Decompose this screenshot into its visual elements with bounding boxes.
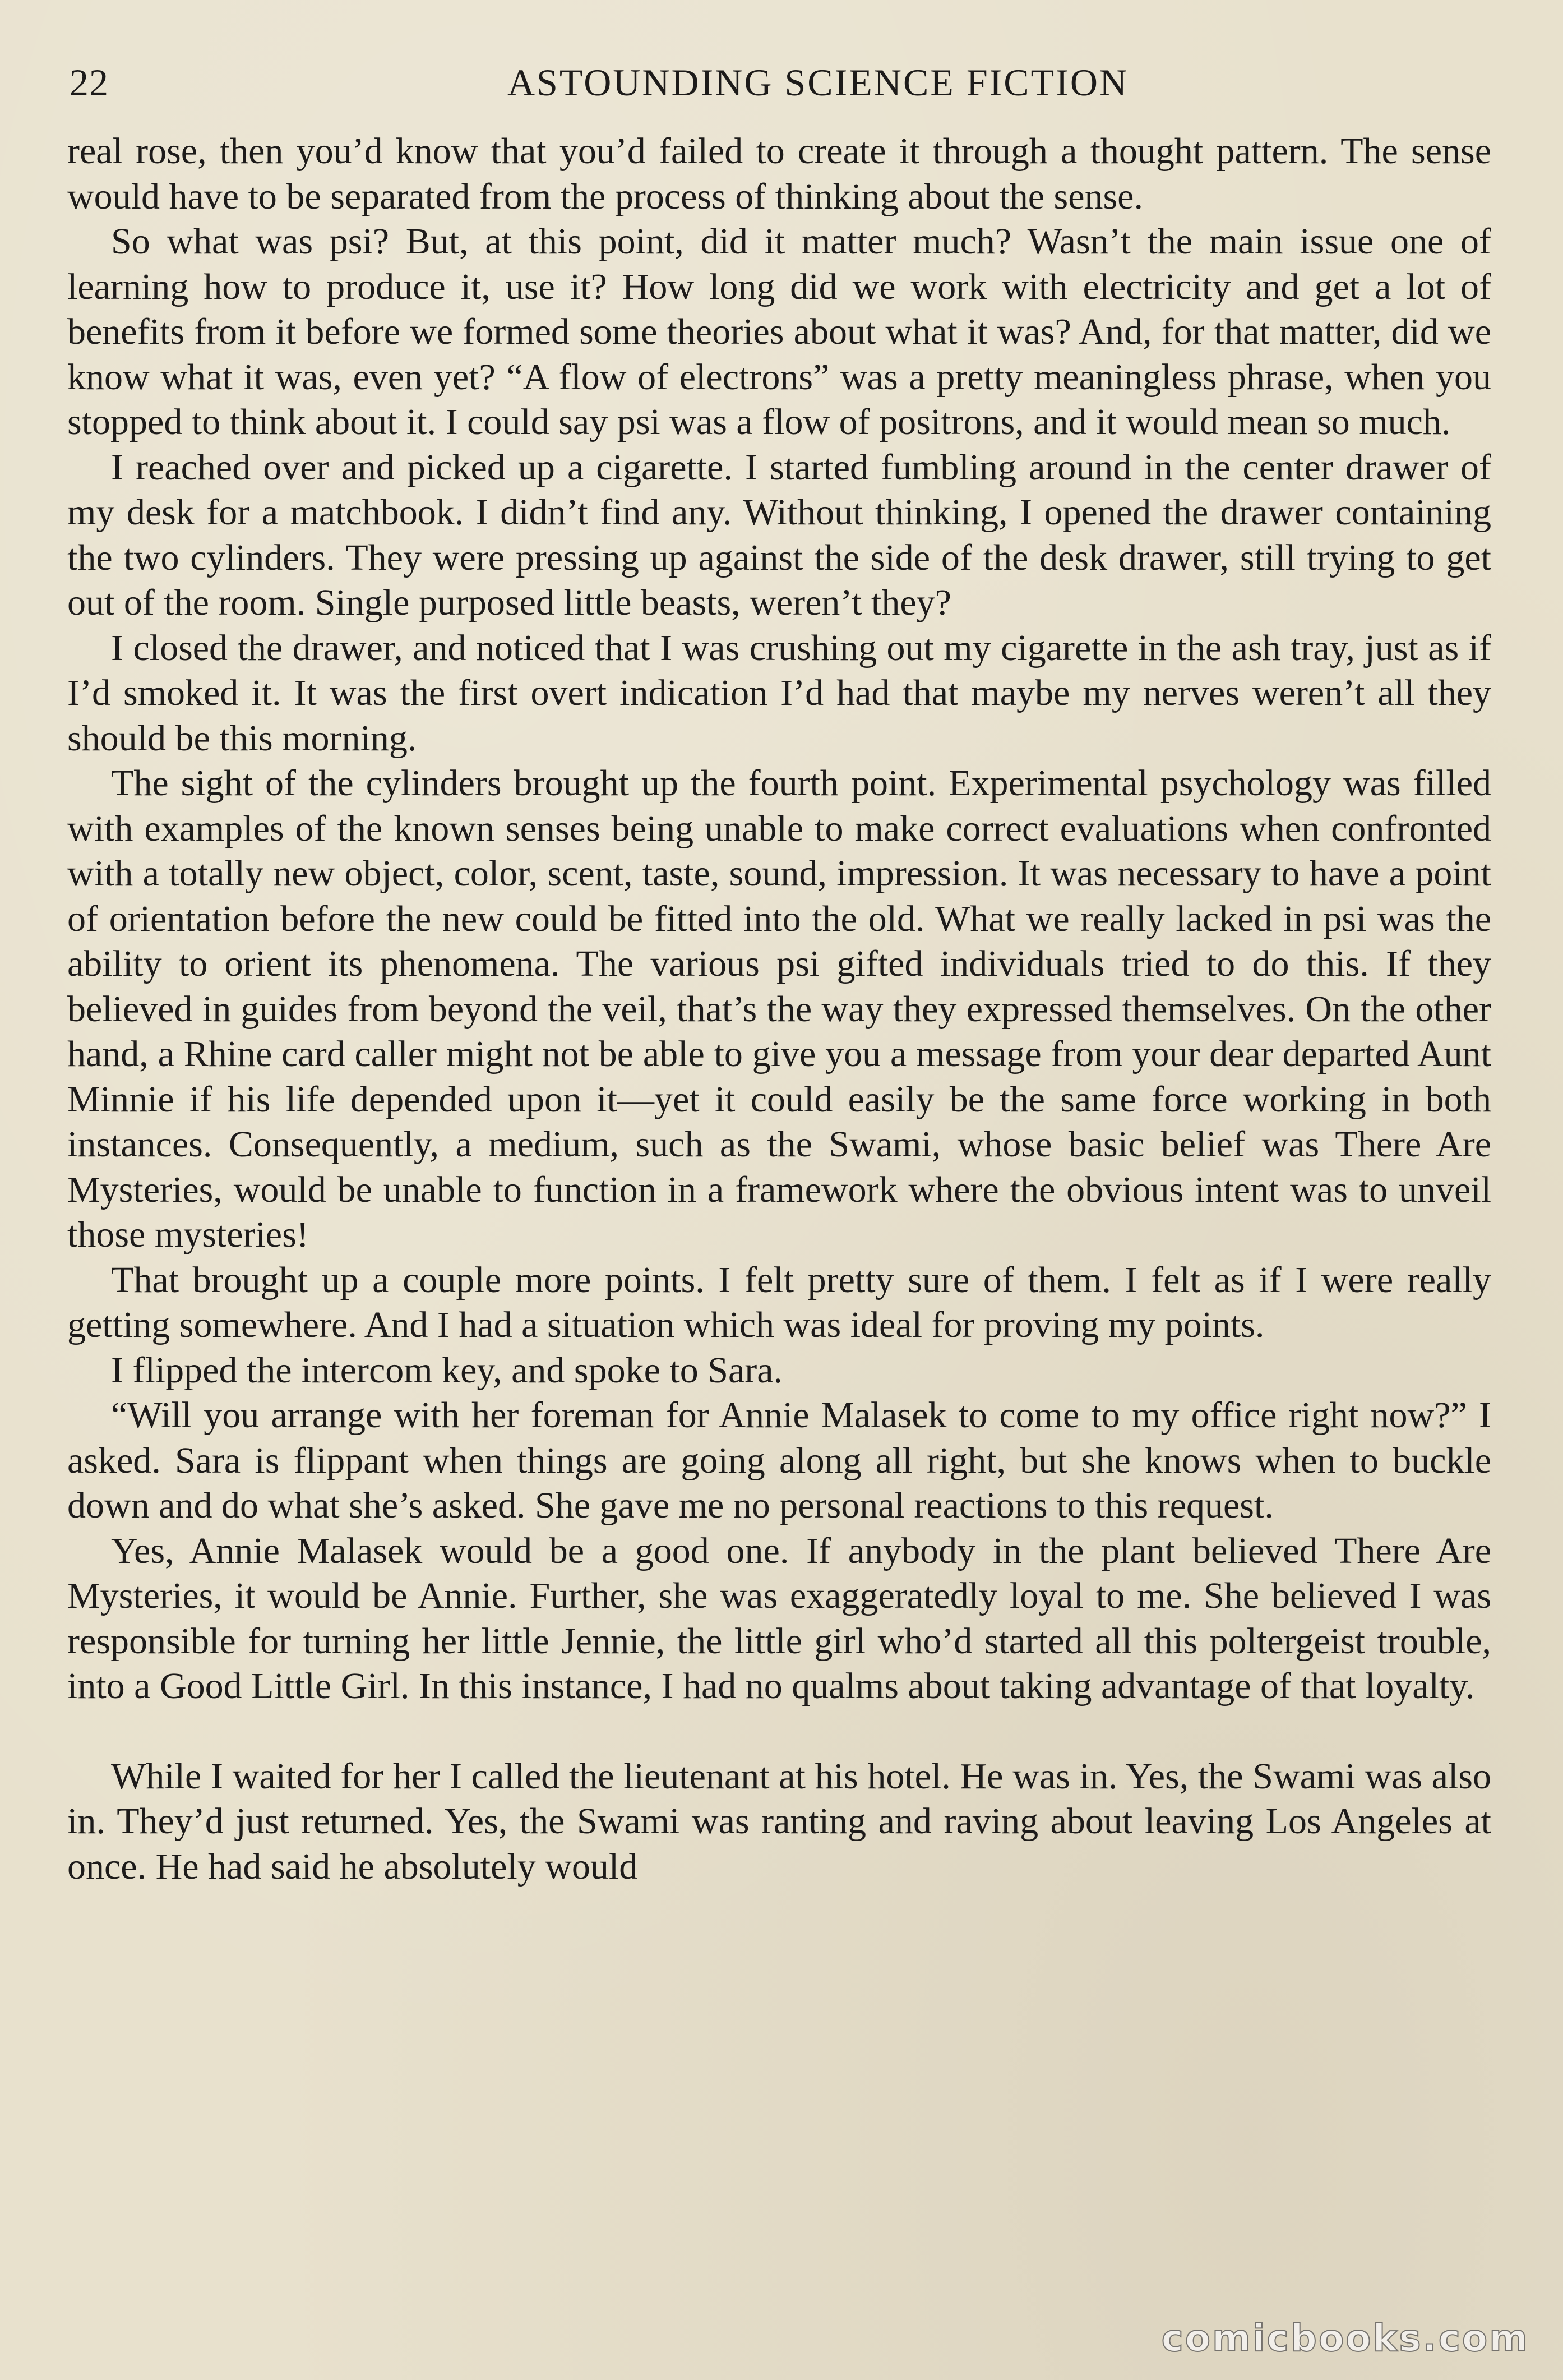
paragraph-7: I flipped the intercom key, and spoke to Sara. bbox=[111, 1349, 783, 1391]
page-header bbox=[70, 61, 1493, 111]
paragraph-9: Yes, Annie Malasek would be a good one. If anybody in the plant believed There Are Mysteries, it would be Annie. Further, she was exaggeratedly loyal to me. She believed I was responsible for turning her little Jennie, the little girl who’d started all this poltergeist trouble, into a Good Little Girl. In this instance, I had no qualms about taking advantage of that loyalty. bbox=[67, 1530, 1491, 1706]
paragraph-1: real rose, then you’d know that you’d failed to create it through a thought pattern. The sense would have to be separated from the process of thinking about the sense. bbox=[67, 131, 1491, 217]
paragraph-6: That brought up a couple more points. I felt pretty sure of them. I felt as if I were really getting somewhere. And I had a situation which was ideal for proving my points. bbox=[67, 1259, 1491, 1345]
page-number: 22 bbox=[70, 61, 109, 104]
story-text bbox=[67, 129, 1491, 1889]
paragraph-5: The sight of the cylinders brought up the fourth point. Experimental psychology was filled with examples of the known senses being unable to make correct evaluations when confronted with a totally new object, color, scent, taste, sound, impression. It was necessary to have a point of orientation before the new could be fitted into the old. What we really lacked in psi was the ability to orient its phenomena. The various psi gifted individuals tried to do this. If they believed in guides from beyond the veil, that’s the way they expressed themselves. On the other hand, a Rhine card caller might not be able to give you a message from your dear departed Aunt Minnie if his life depended upon it—yet it could easily be the same force working in both instances. Consequently, a medium, such as the Swami, whose basic belief was There Are Mysteries, would be unable to function in a framework where the obvious intent was to unveil those mysteries! bbox=[67, 763, 1491, 1255]
running-title: ASTOUNDING SCIENCE FICTION bbox=[507, 61, 1129, 104]
paragraph-10: While I waited for her I called the lieutenant at his hotel. He was in. Yes, the Swami was also in. They’d just returned. Yes, the Swami was ranting and raving about leaving Los Angeles at once. He had said he absolutely would bbox=[67, 1755, 1491, 1887]
paragraph-3: I reached over and picked up a cigarette. I started fumbling around in the center drawer of my desk for a matchbook. I didn’t find any. Without thinking, I opened the drawer containing the two cylinders. They were pressing up against the side of the desk drawer, still trying to get out of the room. Single purposed little beasts, weren’t they? bbox=[67, 446, 1491, 623]
paragraph-2: So what was psi? But, at this point, did it matter much? Wasn’t the main issue one of learning how to produce it, use it? How long did we work with electricity and get a lot of benefits from it before we formed some theories about what it was? And, for that matter, did we know what it was, even yet? “A flow of electrons” was a pretty meaningless phrase, when you stopped to think about it. I could say psi was a flow of positrons, and it would mean so much. bbox=[67, 221, 1491, 442]
watermark-logo: comicbooks.com bbox=[1161, 2317, 1529, 2360]
paragraph-4: I closed the drawer, and noticed that I was crushing out my cigarette in the ash tray, just as if I’d smoked it. It was the first overt indication I’d had that maybe my nerves weren’t all they should be this morning. bbox=[67, 627, 1491, 759]
paragraph-8: “Will you arrange with her foreman for Annie Malasek to come to my office right now?” I asked. Sara is flippant when things are going along all right, but she knows when to buckle down and do what she’s asked. She gave me no personal reactions to this request. bbox=[67, 1395, 1491, 1526]
